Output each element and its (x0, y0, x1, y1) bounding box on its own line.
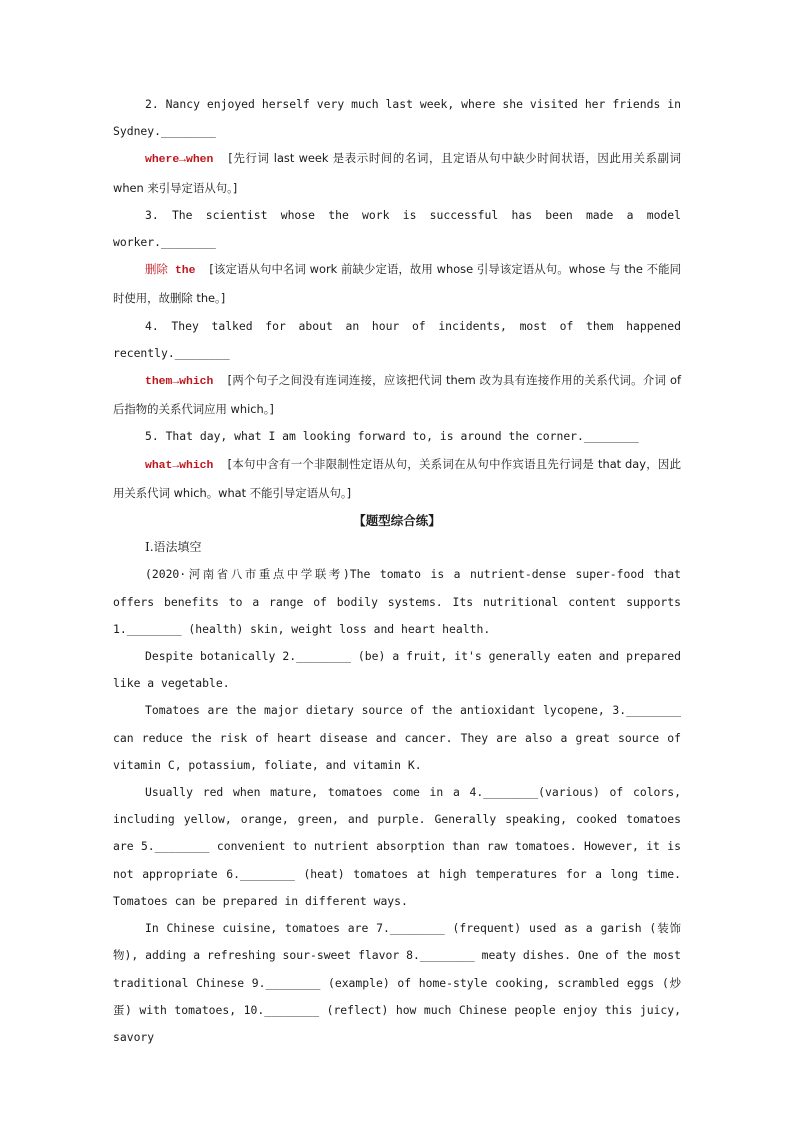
question-5 (113, 423, 681, 450)
answer-3-delete-label: 删除 (145, 262, 168, 277)
question-4-blank: recently.________ (113, 345, 230, 360)
answer-5 (113, 451, 681, 507)
answer-5-correction: what→which (145, 459, 214, 472)
section-title: 【题型综合练】 (353, 513, 441, 529)
question-3-blank: worker.________ (113, 235, 216, 250)
answer-3-explanation: [该定语从句中名词 work 前缺少定语，故用 whose 引导该定语从句。whose 与 the 不能同时使用，故删除 the。] (113, 262, 681, 306)
answer-2-correction: where→when (145, 154, 214, 167)
answer-3 (113, 256, 681, 312)
question-2 (113, 91, 681, 145)
question-3-text: 3. The scientist whose the work is successful has been made a model (145, 207, 681, 222)
question-3 (113, 202, 681, 256)
answer-4-explanation: [两个句子之间没有连词连接，应该把代词 them 改为具有连接作用的关系代词。介词 of 后指物的关系代词应用 which。] (113, 373, 682, 417)
question-4-text: 4. They talked for about an hour of incidents, most of them happened (145, 318, 681, 333)
question-5-text: 5. That day, what I am looking forward to, is around the corner.________ (145, 429, 639, 444)
answer-5-explanation: [本句中含有一个非限制性定语从句，关系词在从句中作宾语且先行词是 that day，因此用关系代词 which。what 不能引导定语从句。] (113, 456, 681, 500)
passage-paragraph-1: (2020·河南省八市重点中学联考)The tomato is a nutrient-dense super-food that offers benefits to a range of bodily systems. Its nutritional content supports 1.________ (health) skin, weight loss and heart health. (113, 567, 681, 636)
answer-4 (113, 367, 681, 423)
passage-paragraph-5: In Chinese cuisine, tomatoes are 7.________ (frequent) used as a garish (装饰物), adding a refreshing sour-sweet flavor 8.________ meaty dishes. One of the most traditional Chinese 9.________ (example) of home-style cooking, scrambled eggs (炒蛋) with tomatoes, 10.________ (reflect) how much Chinese people enjoy this juicy, savory (113, 921, 681, 1044)
answer-2-explanation: [先行词 last week 是表示时间的名词，且定语从句中缺少时间状语，因此用关系副词 when 来引导定语从句。] (113, 151, 681, 195)
answer-4-correction: them→which (145, 376, 214, 389)
passage-paragraph-2: Despite botanically 2.________ (be) a fruit, it's generally eaten and prepared like a vegetable. (113, 649, 681, 691)
passage-paragraph-3: Tomatoes are the major dietary source of the antioxidant lycopene, 3.________ can reduce the risk of heart disease and cancer. They are also a great source of vitamin C, potassium, foliate, and vitamin K. (113, 703, 681, 772)
answer-3-correction: the (174, 265, 196, 278)
sub-title: Ⅰ.语法填空 (145, 540, 202, 555)
question-2-text: 2. Nancy enjoyed herself very much last week, where she visited her friends in (145, 97, 681, 111)
question-2-blank: Sydney.________ (113, 124, 216, 139)
passage-paragraph-4: Usually red when mature, tomatoes come in a 4.________(various) of colors, including yellow, orange, green, and purple. Generally speaking, cooked tomatoes are 5.________ convenient to nutrient absorption than raw tomatoes. However, it is not appropriate 6.________ (heat) tomatoes at high temperatures for a long time. Tomatoes can be prepared in different ways. (113, 785, 681, 908)
answer-2 (113, 145, 681, 201)
question-4 (113, 313, 681, 367)
